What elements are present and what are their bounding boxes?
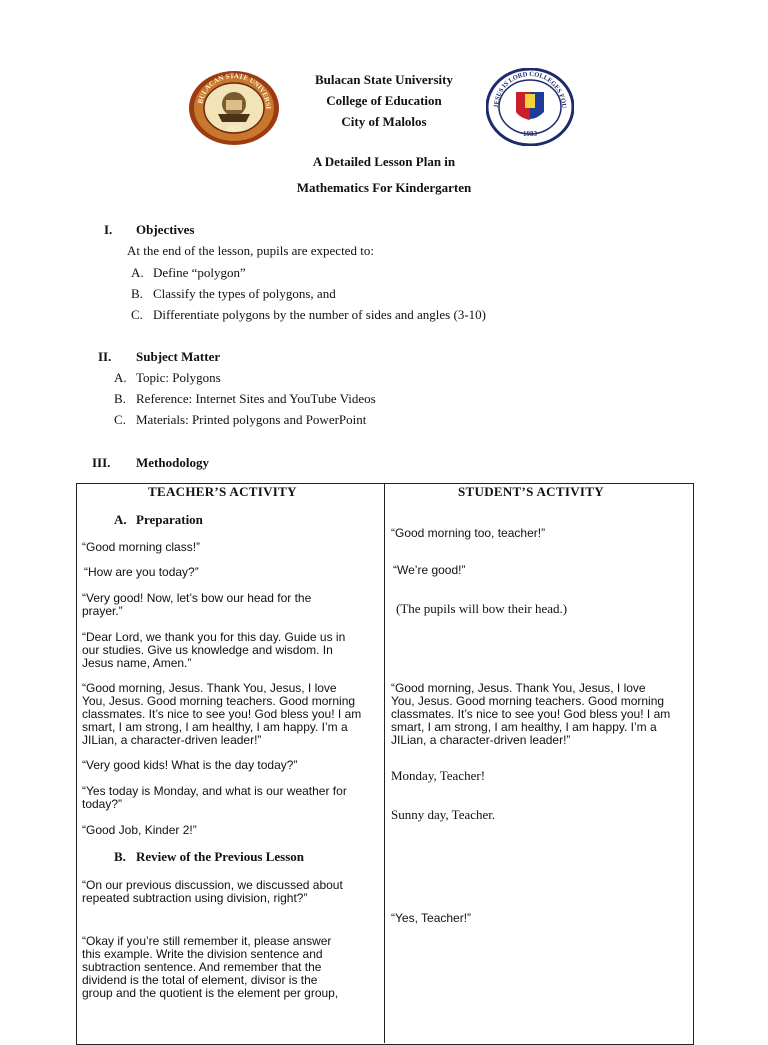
college-seal-ring-text: JESUS IS LORD COLLEGES FOU [492, 70, 568, 109]
subject-matter-numeral: II. [98, 349, 112, 364]
plan-title-line2: Mathematics For Kindergarten [296, 180, 472, 195]
teacher-line: today?” [82, 797, 123, 811]
review-title: Review of the Previous Lesson [136, 849, 305, 864]
objective-item-c: Differentiate polygons by the number of sides and angles (3-10) [153, 307, 486, 322]
objective-letter-c: C. [131, 307, 143, 322]
subject-item-topic: Topic: Polygons [136, 370, 221, 385]
plan-title-line1: A Detailed Lesson Plan in [312, 154, 456, 169]
methodology-title: Methodology [136, 455, 209, 470]
teacher-line: “Very good! Now, let’s bow our head for the [82, 591, 312, 605]
teacher-line: dividend is the total of element, divisor is the [82, 973, 318, 987]
student-line: Monday, Teacher! [391, 768, 486, 783]
teacher-line: “Good Job, Kinder 2!” [82, 823, 197, 837]
teacher-line: this example. Write the division sentence and [82, 947, 323, 961]
student-line: “We’re good!” [393, 563, 466, 577]
teacher-activity-header: TEACHER’S ACTIVITY [148, 484, 297, 499]
teacher-line: subtraction sentence. And remember that the [82, 960, 322, 974]
teacher-line: “Very good kids! What is the day today?” [82, 758, 298, 772]
teacher-line: JILian, a character-driven leader!” [82, 733, 262, 747]
university-name: Bulacan State University [315, 72, 453, 87]
teacher-line: Jesus name, Amen.” [82, 656, 192, 670]
teacher-line: “Good morning class!” [82, 540, 201, 554]
seal-ring-text: BULACAN STATE UNIVERSI [196, 71, 273, 110]
student-line: classmates. It’s nice to see you! God bless you! I am [391, 707, 671, 721]
objectives-numeral: I. [104, 222, 113, 237]
objective-letter-b: B. [131, 286, 143, 301]
student-line: “Yes, Teacher!” [391, 911, 472, 925]
table-column-divider [384, 483, 385, 1043]
student-line: smart, I am strong, I am healthy, I am happy. I’m a [391, 720, 657, 734]
seal-year: 1904 [227, 125, 241, 133]
student-line: “Good morning, Jesus. Thank You, Jesus, I love [391, 681, 646, 695]
city-name: City of Malolos [341, 114, 427, 129]
subject-item-reference: Reference: Internet Sites and YouTube Videos [136, 391, 376, 406]
subject-item-materials: Materials: Printed polygons and PowerPoint [136, 412, 367, 427]
teacher-line: “Okay if you’re still remember it, please answer [82, 934, 332, 948]
subject-letter-a: A. [114, 370, 127, 385]
college-seal-year: 1983 [523, 130, 537, 138]
teacher-line: our studies. Give us knowledge and wisdom. In [82, 643, 333, 657]
student-activity-header: STUDENT’S ACTIVITY [458, 484, 604, 499]
student-line: “Good morning too, teacher!” [391, 526, 546, 540]
teacher-line: smart, I am strong, I am healthy, I am happy. I’m a [82, 720, 348, 734]
preparation-letter: A. [114, 512, 127, 527]
teacher-line: You, Jesus. Good morning teachers. Good morning [82, 694, 356, 708]
objectives-intro: At the end of the lesson, pupils are expected to: [127, 243, 374, 258]
subject-letter-c: C. [114, 412, 126, 427]
preparation-title: Preparation [136, 512, 203, 527]
college-name: College of Education [326, 93, 442, 108]
teacher-line: “On our previous discussion, we discussed about [82, 878, 343, 892]
teacher-line: “How are you today?” [84, 565, 199, 579]
teacher-line: “Yes today is Monday, and what is our weather for [82, 784, 347, 798]
subject-matter-title: Subject Matter [136, 349, 221, 364]
objectives-title: Objectives [136, 222, 195, 237]
teacher-line: “Good morning, Jesus. Thank You, Jesus, I love [82, 681, 337, 695]
teacher-line: prayer.” [82, 604, 123, 618]
student-line: You, Jesus. Good morning teachers. Good morning [391, 694, 665, 708]
teacher-line: classmates. It’s nice to see you! God bless you! I am [82, 707, 362, 721]
student-line: Sunny day, Teacher. [391, 807, 496, 822]
objective-item-a: Define “polygon” [153, 265, 246, 280]
student-line: (The pupils will bow their head.) [396, 601, 568, 616]
objective-letter-a: A. [131, 265, 144, 280]
teacher-line: repeated subtraction using division, right?” [82, 891, 308, 905]
methodology-numeral: III. [92, 455, 111, 470]
teacher-line: “Dear Lord, we thank you for this day. Guide us in [82, 630, 346, 644]
teacher-line: group and the quotient is the element per group, [82, 986, 339, 1000]
objective-item-b: Classify the types of polygons, and [153, 286, 336, 301]
review-letter: B. [114, 849, 126, 864]
subject-letter-b: B. [114, 391, 126, 406]
student-line: JILian, a character-driven leader!” [391, 733, 571, 747]
